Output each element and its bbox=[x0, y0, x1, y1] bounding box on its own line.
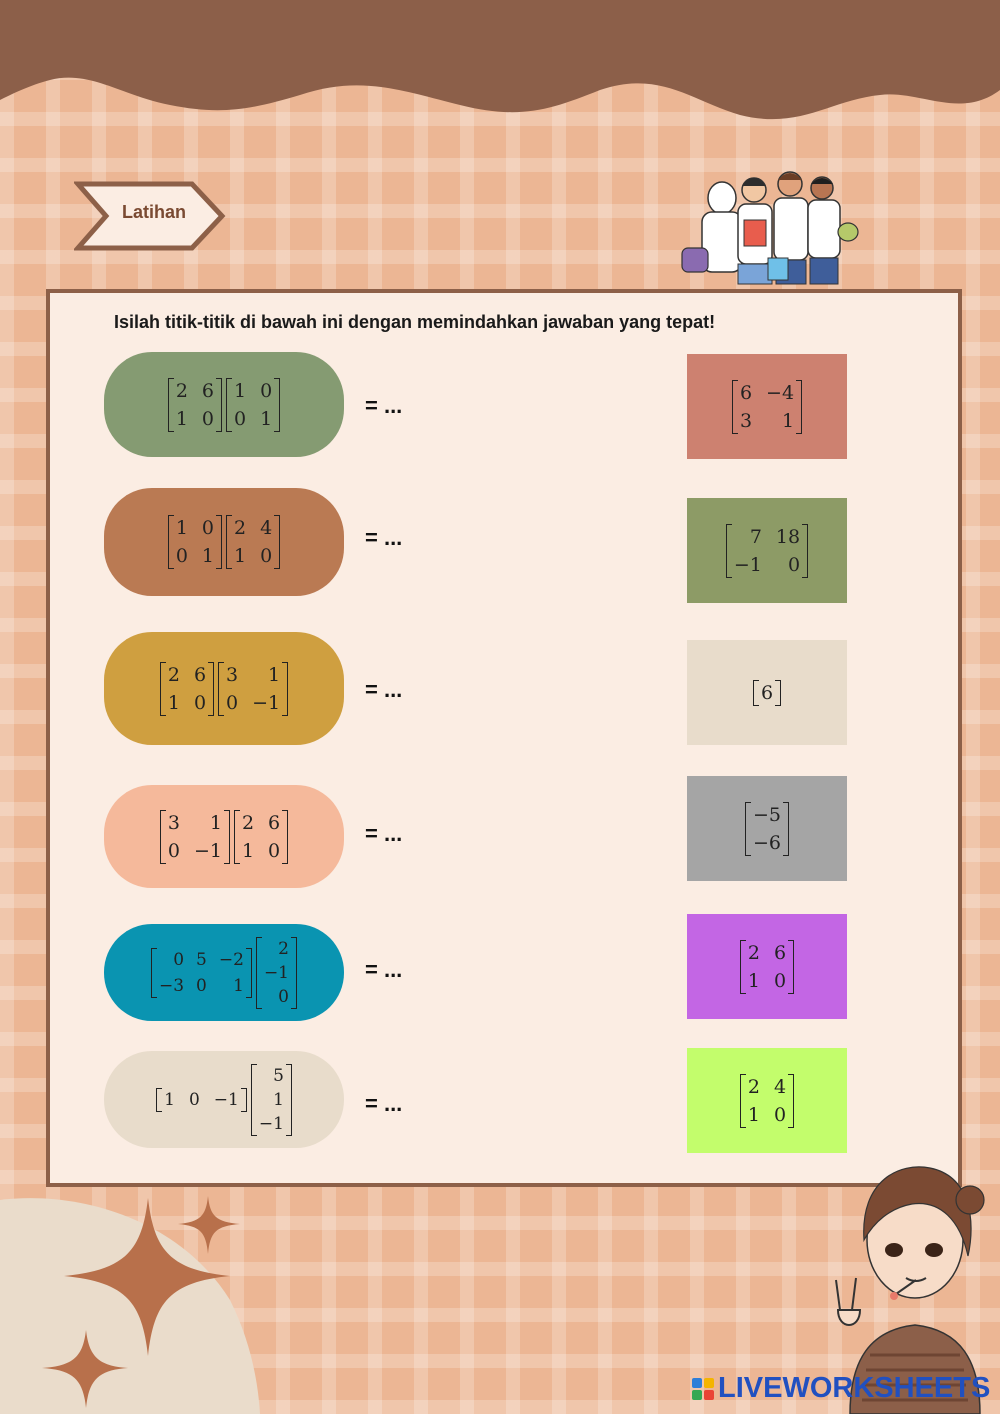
q3-matrix-b: 3 1 0 −1 bbox=[218, 662, 288, 716]
answer-tile-1[interactable] bbox=[687, 354, 847, 459]
q2-matrix-a: 1 0 0 1 bbox=[168, 515, 222, 569]
question-1 bbox=[104, 352, 344, 457]
question-3 bbox=[104, 632, 344, 745]
answer-tile-2[interactable] bbox=[687, 498, 847, 603]
answer-tile-6[interactable] bbox=[687, 1048, 847, 1153]
q4-answer-slot[interactable]: = ... bbox=[365, 821, 403, 846]
question-6 bbox=[104, 1051, 344, 1148]
answer-tile-5[interactable] bbox=[687, 914, 847, 1019]
answer-1-matrix: 6 −4 3 1 bbox=[732, 380, 802, 434]
q5-matrix-b: 2 −1 0 bbox=[256, 937, 297, 1009]
q1-matrix-a: 2 6 1 0 bbox=[168, 378, 222, 432]
q6-matrix-a: 1 0 −1 bbox=[156, 1088, 247, 1112]
instruction-text: Isilah titik-titik di bawah ini dengan memindahkan jawaban yang tepat! bbox=[114, 312, 716, 332]
liveworksheets-logo-icon bbox=[692, 1372, 990, 1405]
latihan-label: Latihan bbox=[122, 202, 187, 222]
q6-matrix-b: 5 1 −1 bbox=[251, 1064, 292, 1136]
q4-matrix-b: 2 6 1 0 bbox=[234, 810, 288, 864]
top-wave-decoration bbox=[0, 0, 1000, 130]
question-2 bbox=[104, 488, 344, 596]
q2-answer-slot[interactable]: = ... bbox=[365, 525, 403, 550]
q1-matrix-b: 1 0 0 1 bbox=[226, 378, 280, 432]
q4-matrix-a: 3 1 0 −1 bbox=[160, 810, 230, 864]
brand-name: LIVEWORKSHEETS bbox=[718, 1372, 991, 1404]
answer-tile-4[interactable] bbox=[687, 776, 847, 881]
latihan-tag bbox=[74, 180, 226, 252]
logo-cube-icon bbox=[692, 1378, 714, 1400]
students-illustration-icon bbox=[672, 168, 862, 288]
answer-6-matrix: 2 4 1 0 bbox=[740, 1074, 794, 1128]
answer-5-matrix: 2 6 1 0 bbox=[740, 940, 794, 994]
q3-matrix-a: 2 6 1 0 bbox=[160, 662, 214, 716]
q3-answer-slot[interactable]: = ... bbox=[365, 677, 403, 702]
q5-answer-slot[interactable]: = ... bbox=[365, 957, 403, 982]
q5-matrix-a: 0 5 −2 −3 0 1 bbox=[151, 948, 252, 998]
question-4 bbox=[104, 785, 344, 888]
q1-answer-slot[interactable]: = ... bbox=[365, 393, 403, 418]
answer-tile-3[interactable] bbox=[687, 640, 847, 745]
answer-3-matrix: 6 bbox=[753, 680, 781, 706]
answer-2-matrix: 7 18 −1 0 bbox=[726, 524, 808, 578]
q6-answer-slot[interactable]: = ... bbox=[365, 1091, 403, 1116]
answer-4-matrix: −5 −6 bbox=[745, 802, 789, 856]
sparkle-icon bbox=[0, 1190, 260, 1414]
question-5 bbox=[104, 924, 344, 1021]
q2-matrix-b: 2 4 1 0 bbox=[226, 515, 280, 569]
